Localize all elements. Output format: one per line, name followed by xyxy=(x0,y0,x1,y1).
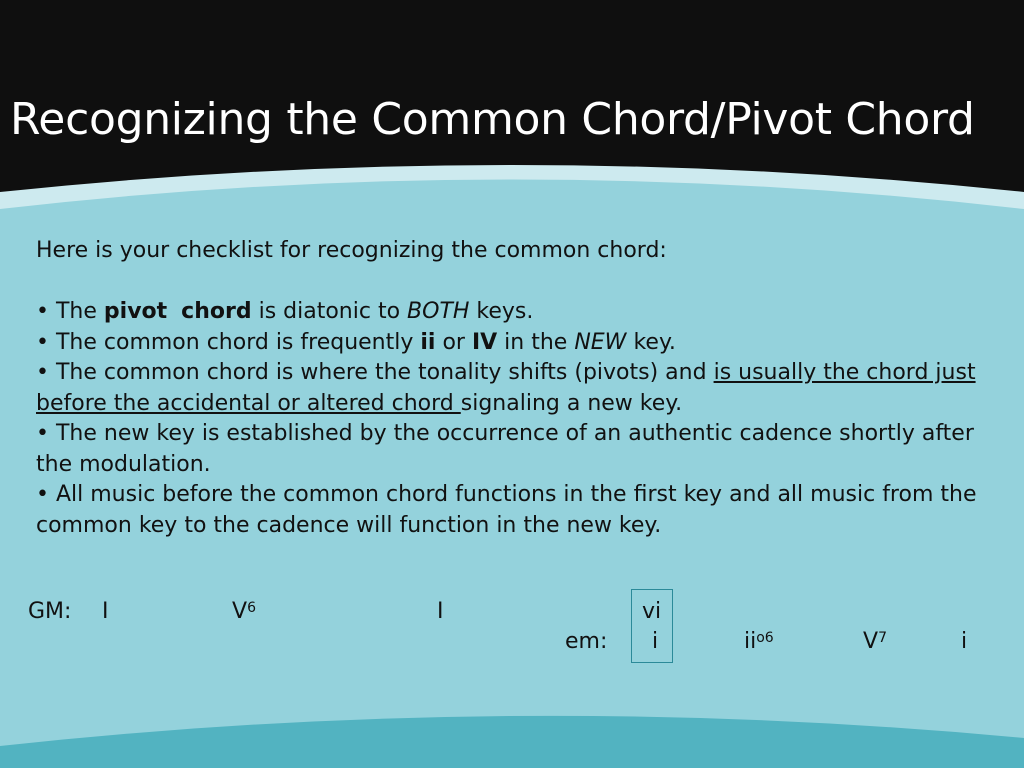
bullet-symbol: • xyxy=(36,421,49,446)
iv-term: IV xyxy=(471,329,498,355)
pivot-chord-box xyxy=(631,589,673,663)
checklist xyxy=(36,236,996,541)
bullet-symbol: • xyxy=(36,482,49,507)
ii-term: ii xyxy=(420,329,436,355)
bullet-symbol: • xyxy=(36,360,49,385)
bullet-2: • The common chord is frequently ii or IV in the NEW key. xyxy=(36,329,676,355)
bullet-4: • The new key is established by the occurrence of an authentic cadence shortly after the modulation. xyxy=(36,421,974,477)
new-term: NEW xyxy=(574,329,627,355)
bullet-3: • The common chord is where the tonality shifts (pivots) and is usually the chord just before the accidental or altered chord signaling a new key. xyxy=(36,360,976,416)
em-chord-3: $V^7$ xyxy=(863,629,887,654)
bullet-symbol: • xyxy=(36,329,49,355)
intro-text: Here is your checklist for recognizing the common chord: xyxy=(36,238,667,263)
bullet-5: • All music before the common chord functions in the first key and all music from the common key to the cadence will function in the new key. xyxy=(36,482,977,538)
gm-chord-3: I xyxy=(437,599,444,624)
em-key-label: em: xyxy=(565,629,608,654)
chord-term: chord xyxy=(181,299,252,324)
gm-chord-2: $V^6$ xyxy=(232,599,256,624)
pivot-term: pivot xyxy=(103,299,168,324)
em-chord-2: $ii^{o6}$ xyxy=(744,629,774,654)
bullet-1: • The pivot chord is diatonic to BOTH keys. xyxy=(36,299,534,324)
em-chord-pivot: i xyxy=(652,629,659,654)
underlined-phrase: is usually the chord just before the accidental or altered chord xyxy=(36,360,976,416)
slide-title: Recognizing the Common Chord/Pivot Chord xyxy=(10,94,975,145)
gm-chord-pivot: vi xyxy=(642,599,662,624)
bullet-symbol: • xyxy=(36,299,49,324)
both-term: BOTH xyxy=(407,299,470,324)
em-chord-4: i xyxy=(961,629,968,654)
gm-key-label: GM: xyxy=(28,599,72,624)
gm-chord-1: I xyxy=(102,599,109,624)
